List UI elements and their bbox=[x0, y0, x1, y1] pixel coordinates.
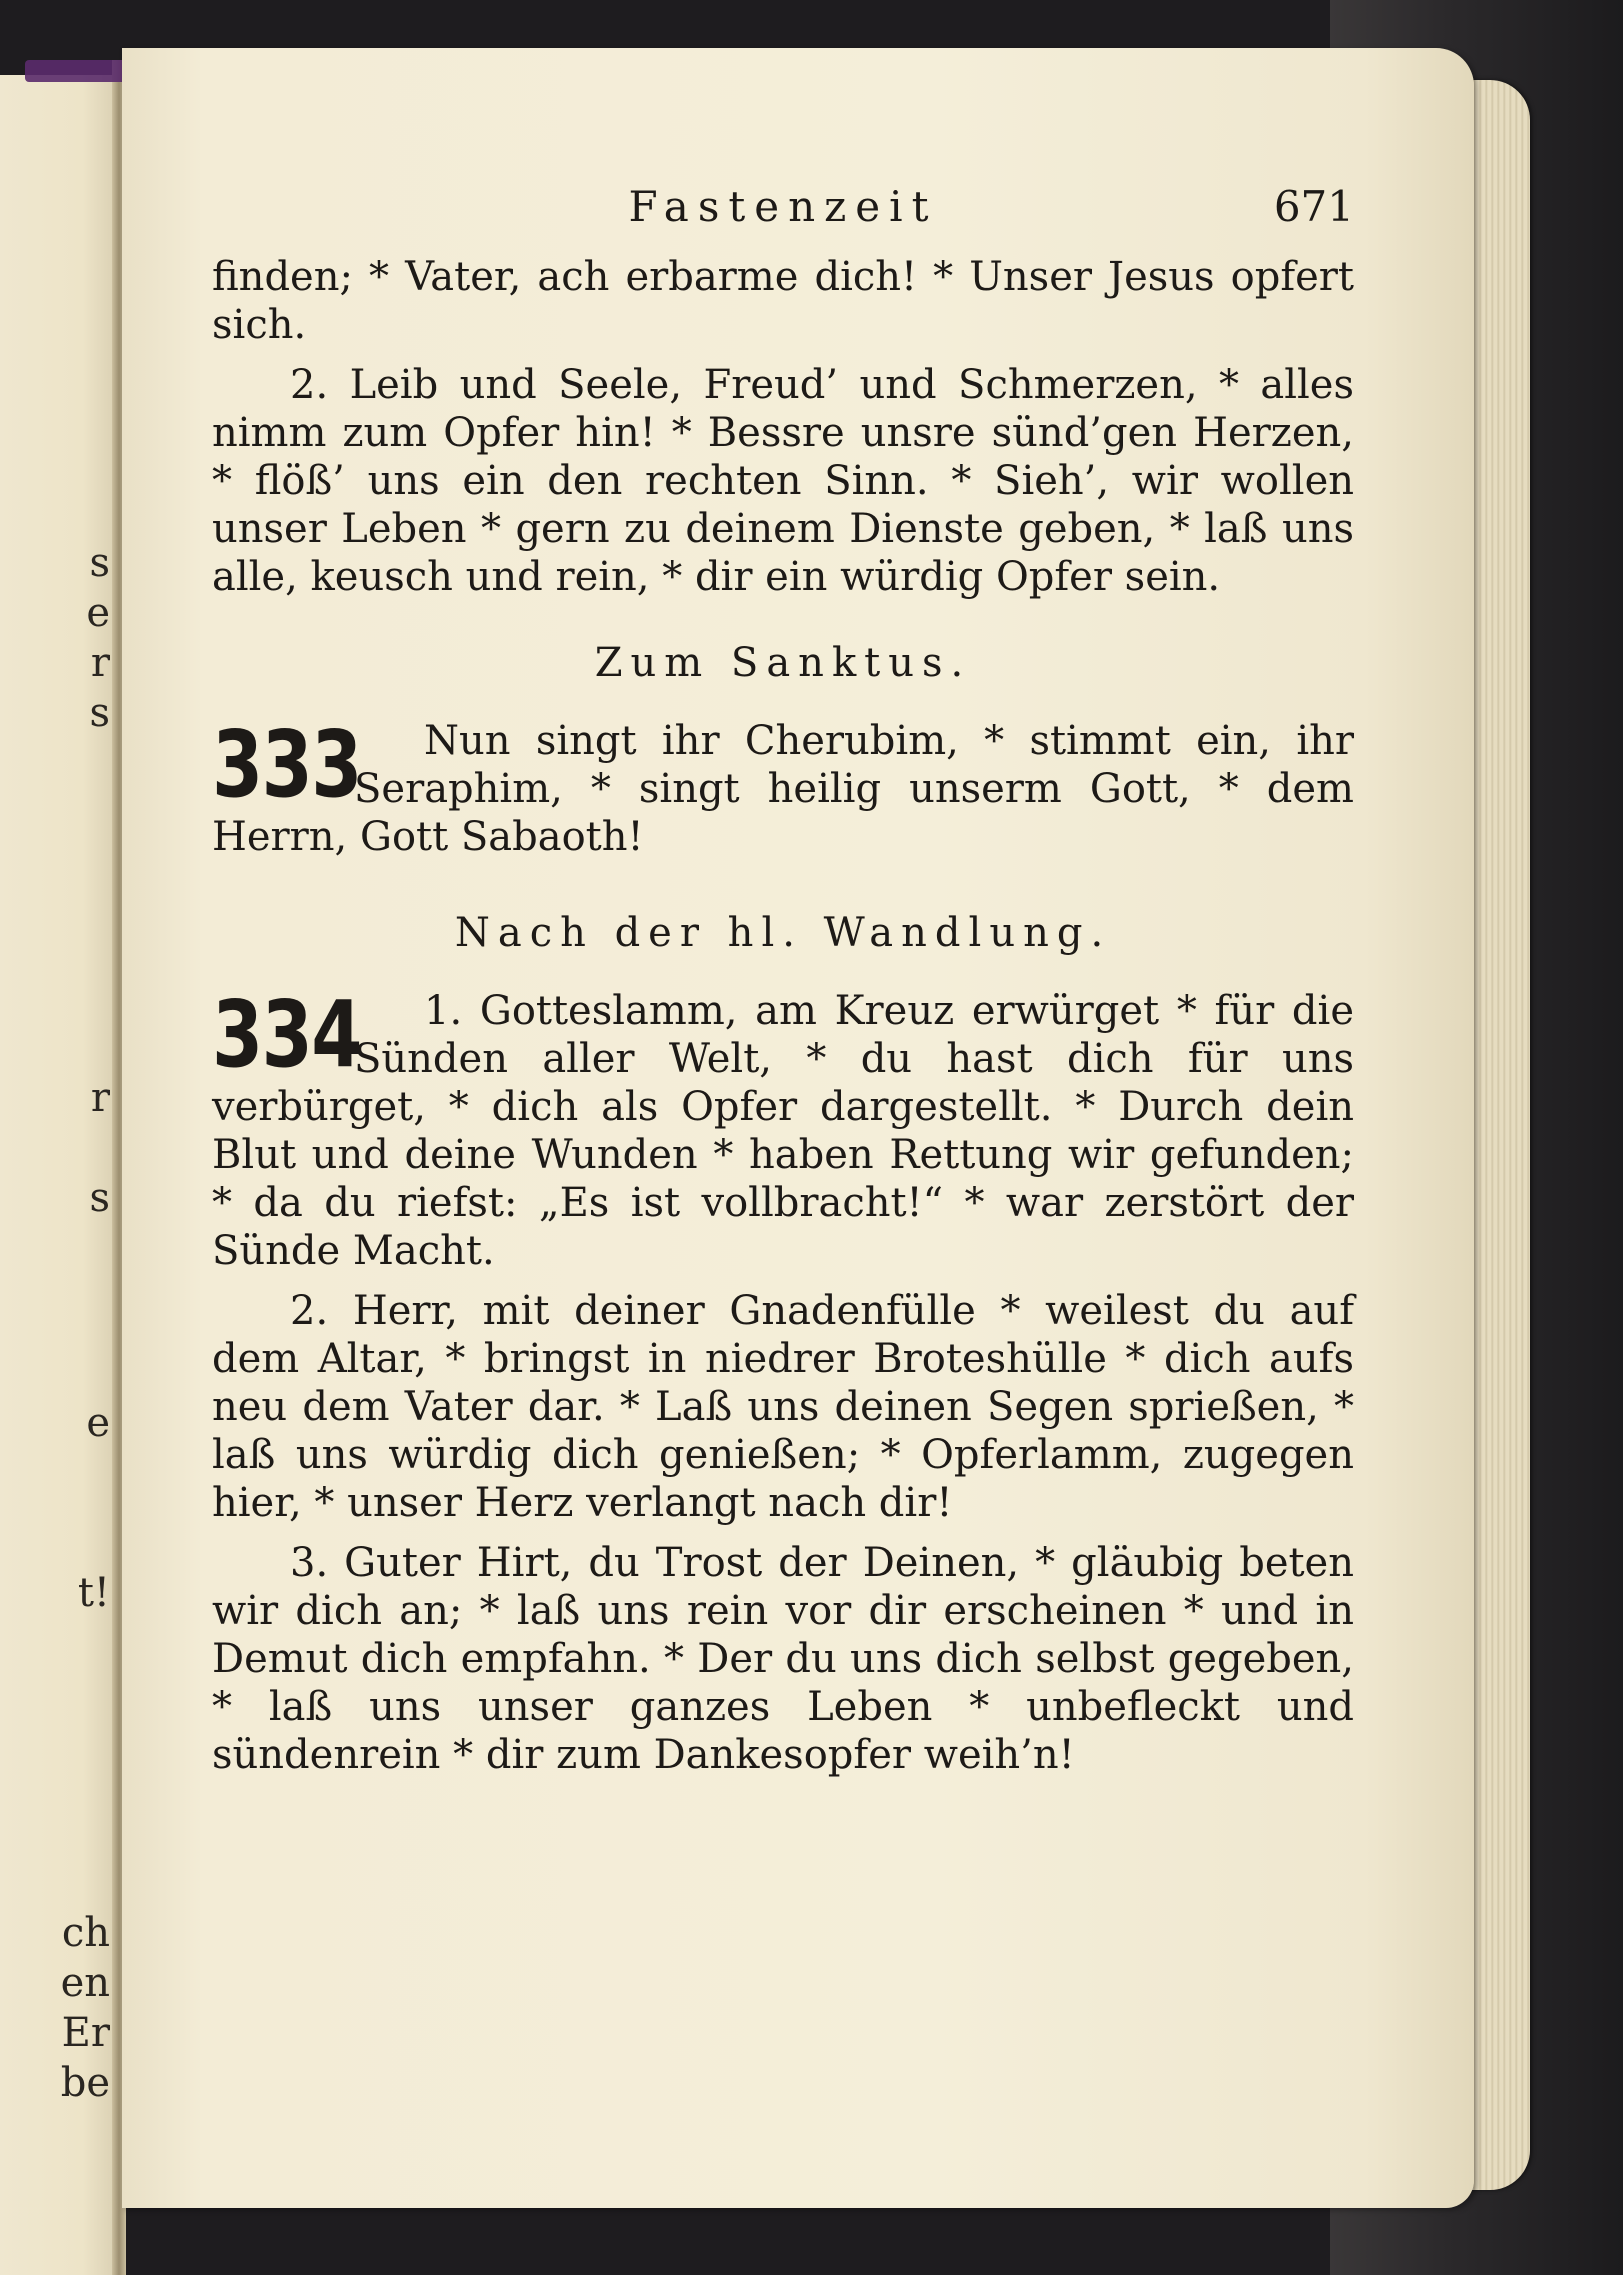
hymn-334 bbox=[212, 981, 1354, 1779]
left-page-fragment: be bbox=[60, 2060, 110, 2106]
left-page-fragment: r bbox=[90, 640, 110, 686]
hymn-verse: 1. Gotteslamm, am Kreuz erwürget * für die Sünden aller Welt, * du hast dich für uns verbürget, * dich als Opfer dargestellt. * Durch dein Blut und deine Wunden * haben Rettung wir gefunden; * da du riefst: „Es ist vollbracht!“ * war zerstört der Sünde Macht. bbox=[212, 988, 1354, 1274]
page-header bbox=[212, 183, 1354, 253]
left-page-fragment: Er bbox=[61, 2010, 110, 2056]
left-page-fragment: e bbox=[86, 1400, 110, 1446]
left-page-fragment: s bbox=[89, 1175, 110, 1221]
right-page bbox=[122, 48, 1474, 2208]
hymn-text: Nun singt ihr Cherubim, * stimmt ein, ihr Seraphim, * singt heilig unserm Gott, * dem Herrn, Gott Sabaoth! bbox=[212, 718, 1354, 860]
verse-paragraph: 2. Leib und Seele, Freud’ und Schmerzen, * alles nimm zum Opfer hin! * Bessre unsre sünd’gen Herzen, * flöß’ uns ein den rechten Sinn. * Sieh’, wir wollen unser Leben * gern zu deinem Dienste geben, * laß uns alle, keusch und rein, * dir ein würdig Opfer sein. bbox=[212, 362, 1354, 600]
section-title-sanctus: Zum Sanktus. bbox=[594, 640, 972, 686]
left-page bbox=[0, 75, 118, 2275]
page-number: 671 bbox=[1273, 182, 1354, 231]
left-page-fragment: ch bbox=[61, 1910, 110, 1956]
left-page-fragment: e bbox=[86, 590, 110, 636]
left-page-fragment: s bbox=[89, 540, 110, 586]
hymn-verse: 3. Guter Hirt, du Trost der Deinen, * gläubig beten wir dich an; * laß uns rein vor dir erscheinen * und in Demut dich empfahn. * Der du uns dich selbst gegeben, * laß uns unser ganzes Leben * unbefleckt und sündenrein * dir zum Dankesopfer weih’n! bbox=[212, 1540, 1354, 1778]
hymn-333 bbox=[212, 711, 1354, 861]
continued-text: finden; * Vater, ach erbarme dich! * Unser Jesus opfert sich. bbox=[212, 254, 1354, 348]
bookmark-ribbon bbox=[25, 60, 135, 82]
left-page-fragment: t! bbox=[77, 1570, 110, 1616]
running-head: Fastenzeit bbox=[628, 182, 938, 231]
hymn-verse: 2. Herr, mit deiner Gnadenfülle * weilest du auf dem Altar, * bringst in niedrer Broteshülle * dich aufs neu dem Vater dar. * Laß uns deinen Segen sprießen, * laß uns würdig dich genießen; * Opferlamm, zugegen hier, * unser Herz verlangt nach dir! bbox=[212, 1288, 1354, 1526]
section-title-wandlung: Nach der hl. Wandlung. bbox=[454, 910, 1112, 956]
left-page-fragment: en bbox=[60, 1960, 110, 2006]
page-content bbox=[212, 183, 1354, 1779]
hymn-number: 334 bbox=[212, 981, 361, 1088]
hymn-number: 333 bbox=[212, 711, 361, 818]
left-page-fragment: s bbox=[89, 690, 110, 736]
left-page-fragment: r bbox=[90, 1075, 110, 1121]
